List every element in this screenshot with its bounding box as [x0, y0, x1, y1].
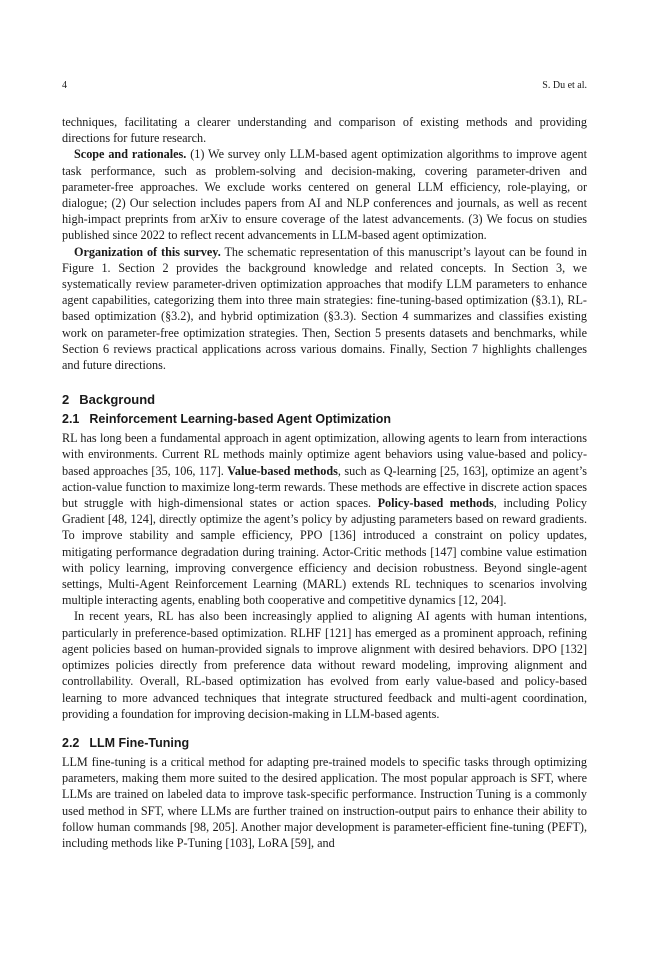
intro-paragraph: techniques, facilitating a clearer understanding and comparison of existing methods and providing directions for future research.: [62, 115, 587, 146]
scope-heading: Scope and rationales.: [74, 147, 187, 162]
subsection-number: 2.1: [62, 412, 80, 427]
rl-text-e: , including Policy Gradient [48, 124], directly optimize the agent’s policy by adjusting parameters based on reward gradients. To improve stability and sample efficiency, PPO [136] introduced a constraint on policy updates, mitigating performance degradation during training. Actor-Critic methods [147] combine value estimation with policy learning, improving convergence efficiency and decision robustness. Beyond single-agent settings, Multi-Agent Reinforcement Learning (MARL) extends RL techniques to scenarios involving multiple interacting agents, enabling both cooperative and competitive dynamics [12, 204].: [62, 496, 588, 608]
subsection-number: 2.2: [62, 735, 80, 750]
organization-paragraph: [62, 244, 587, 374]
section-title: Background: [79, 392, 156, 408]
scope-text: (1) We survey only LLM-based agent optimization algorithms to improve agent task performance, such as problem-solving and decision-making, covering parameter-driven and parameter-free approaches. We exclude works centered on general LLM efficiency, role-playing, or dialogue; (2) Our selection includes papers from AI and NLP conferences and journals, as well as recent high-impact preprints from arXiv to ensure coverage of the latest advancements. (3) We focus on studies published since 2022 to reflect recent advancements in LLM-based agent optimization.: [62, 147, 588, 243]
rl-text-a: RL has long been a fundamental approach in agent optimization, allowing agents to learn from interactions with environments. Current RL methods mainly optimize agent behaviors using value-based and policy-based approaches [35, 106, 117].: [62, 431, 587, 478]
subsection-title: LLM Fine-Tuning: [89, 735, 190, 750]
page-body: [62, 114, 587, 851]
rl-paragraph-1: [62, 430, 587, 608]
page-number: 4: [62, 80, 67, 91]
running-header: [62, 80, 587, 94]
finetuning-paragraph-1: LLM fine-tuning is a critical method for adapting pre-trained models to specific tasks through optimizing parameters, making them more suited to the desired application. The most popular approach is SFT, where LLMs are trained on labeled data to improve task-specific performance. Instruction Tuning is a commonly used method in SFT, where LLMs are further trained on instruction-output pairs to enhance their ability to follow human commands [98, 205]. Another major development is parameter-efficient fine-tuning (PEFT), including methods like P-Tuning [103], LoRA [59], and: [62, 754, 587, 850]
policy-based-term: Policy-based methods: [377, 496, 494, 511]
scope-paragraph: [62, 146, 587, 243]
rl-paragraph-2: In recent years, RL has also been increasingly applied to aligning AI agents with human intentions, particularly in preference-based optimization. RLHF [121] has emerged as a prominent approach, refining agent policies based on human-provided signals to improve alignment with desired behaviors. DPO [132] optimizes policies directly from preference data without reward modeling, improving alignment and controllability. Overall, RL-based optimization has evolved from early value-based and policy-based learning to more advanced techniques that integrate structured feedback and multi-agent coordination, providing a foundation for improving decision-making in LLM-based agents.: [62, 609, 587, 721]
organization-text: The schematic representation of this manuscript’s layout can be found in Figure 1. Section 2 provides the background knowledge and related concepts. In Section 3, we systematically review parameter-driven optimization approaches that modify LLM parameters to enhance agent capabilities, categorizing them into three main strategies: fine-tuning-based optimization (§3.1), RL-based optimization (§3.2), and hybrid optimization (§3.3). Section 4 summarizes and classifies existing work on parameter-free optimization strategies. Then, Section 5 presents datasets and benchmarks, while Section 6 reviews practical applications across various domains. Finally, Section 7 highlights challenges and future directions.: [62, 244, 587, 373]
subsection-heading-finetuning: [62, 735, 587, 751]
running-authors: S. Du et al.: [542, 80, 587, 91]
rl-text-c: , such as Q-learning [25, 163], optimize an agent’s action-value function to maximize long-term rewards. These methods are effective in discrete action spaces but struggle with high-dimensional states or action spaces.: [62, 463, 587, 511]
subsection-title: Reinforcement Learning-based Agent Optimization: [89, 412, 392, 427]
section-number: 2: [62, 392, 70, 408]
section-heading-background: [62, 391, 587, 408]
value-based-term: Value-based methods: [227, 463, 338, 478]
organization-heading: Organization of this survey.: [74, 244, 221, 259]
subsection-heading-rl: [62, 411, 587, 427]
